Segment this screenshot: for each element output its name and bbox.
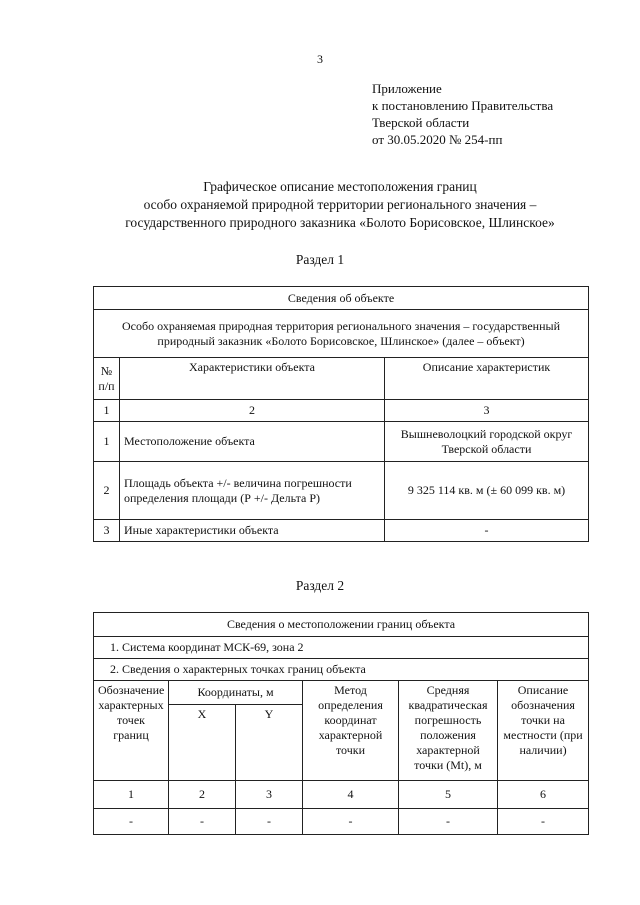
row-description: Вышневолоцкий городской округ Тверской области bbox=[385, 422, 589, 462]
row-description: - bbox=[385, 520, 589, 542]
title-line: особо охраняемой природной территории регионального значения – bbox=[143, 197, 537, 212]
table-header: Сведения об объекте bbox=[94, 287, 589, 310]
col-header-description: Описание характеристик bbox=[385, 358, 589, 400]
row-characteristic: Площадь объекта +/- величина погрешности определения площади (Р +/- Дельта Р) bbox=[120, 462, 385, 520]
title-line: государственного природного заказника «Болото Борисовское, Шлинское» bbox=[125, 215, 555, 230]
appendix-line: от 30.05.2020 № 254-пп bbox=[372, 132, 503, 147]
column-number-cell: 6 bbox=[498, 781, 589, 809]
col-header-x: X bbox=[169, 705, 236, 781]
data-cell: - bbox=[169, 809, 236, 835]
column-number-cell: 5 bbox=[399, 781, 498, 809]
appendix-line: Приложение bbox=[372, 81, 442, 96]
col-header-coordinates: Координаты, м bbox=[169, 681, 303, 705]
data-cell: - bbox=[94, 809, 169, 835]
column-number-cell: 3 bbox=[236, 781, 303, 809]
table-row bbox=[94, 422, 589, 462]
column-number-cell: 1 bbox=[94, 781, 169, 809]
col-header-method: Метод определения координат характерной точки bbox=[303, 681, 399, 781]
boundary-points-table bbox=[93, 612, 589, 835]
title-line: Графическое описание местоположения границ bbox=[203, 179, 477, 194]
row-characteristic: Местоположение объекта bbox=[120, 422, 385, 462]
appendix-line: Тверской области bbox=[372, 115, 470, 130]
object-info-table bbox=[93, 286, 589, 542]
table-row bbox=[94, 462, 589, 520]
section1-title: Раздел 1 bbox=[295, 252, 345, 267]
appendix-block bbox=[372, 80, 553, 148]
col-header-designation: Обозначение характерных точек границ bbox=[94, 681, 169, 781]
page-number: 3 bbox=[317, 52, 323, 66]
column-number-cell: 3 bbox=[385, 400, 589, 422]
table-header: Сведения о местоположении границ объекта bbox=[94, 613, 589, 637]
col-header-num: № п/п bbox=[94, 358, 120, 400]
object-name-cell: Особо охраняемая природная территория регионального значения – государственный природный заказник «Болото Борисовское, Шлинское» (далее – объект) bbox=[94, 310, 589, 358]
points-header-cell: 2. Сведения о характерных точках границ объекта bbox=[94, 659, 589, 681]
col-header-characteristic: Характеристики объекта bbox=[120, 358, 385, 400]
column-number-cell: 1 bbox=[94, 400, 120, 422]
row-number: 2 bbox=[94, 462, 120, 520]
data-cell: - bbox=[399, 809, 498, 835]
col-header-y: Y bbox=[236, 705, 303, 781]
data-cell: - bbox=[303, 809, 399, 835]
data-cell: - bbox=[236, 809, 303, 835]
column-number-cell: 2 bbox=[169, 781, 236, 809]
data-cell: - bbox=[498, 809, 589, 835]
appendix-line: к постановлению Правительства bbox=[372, 98, 554, 113]
section2-title: Раздел 2 bbox=[295, 578, 345, 593]
coordinate-system-cell: 1. Система координат МСК-69, зона 2 bbox=[94, 637, 589, 659]
row-characteristic: Иные характеристики объекта bbox=[120, 520, 385, 542]
table-row bbox=[94, 809, 589, 835]
col-header-point-description: Описание обозначения точки на местности (при наличии) bbox=[498, 681, 589, 781]
column-number-cell: 2 bbox=[120, 400, 385, 422]
row-number: 1 bbox=[94, 422, 120, 462]
row-description: 9 325 114 кв. м (± 60 099 кв. м) bbox=[385, 462, 589, 520]
document-title bbox=[60, 178, 620, 232]
row-number: 3 bbox=[94, 520, 120, 542]
col-header-error: Средняя квадратическая погрешность положения характерной точки (Mt), м bbox=[399, 681, 498, 781]
column-number-cell: 4 bbox=[303, 781, 399, 809]
table-row bbox=[94, 520, 589, 542]
